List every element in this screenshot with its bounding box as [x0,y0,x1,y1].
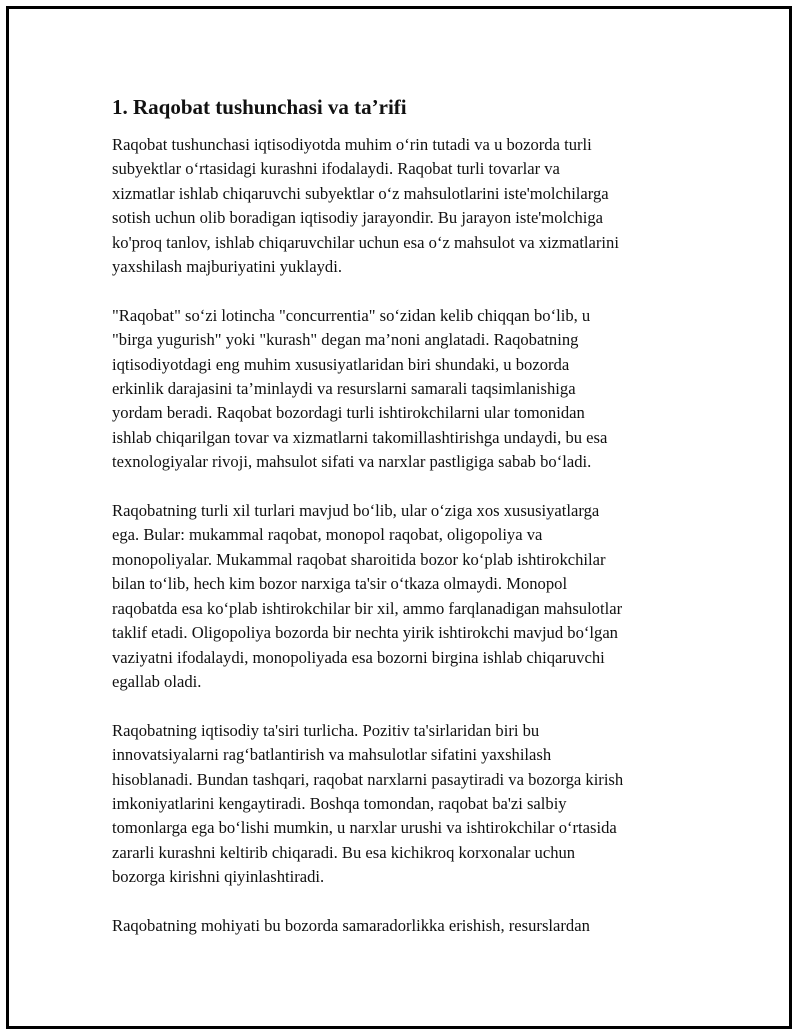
text-line: bilan to‘lib, hech kim bozor narxiga ta'sir o‘tkaza olmaydi. Monopol [112,574,568,594]
text-line: taklif etadi. Oligopoliya bozorda bir nechta yirik ishtirokchi mavjud bo‘lgan [112,623,618,643]
paragraph-1 [112,133,682,279]
text-line: Raqobatning turli xil turlari mavjud bo‘lib, ular o‘ziga xos xususiyatlarga [112,501,600,521]
text-line: vaziyatni ifodalaydi, monopoliyada esa bozorni birgina ishlab chiqaruvchi [112,647,605,667]
text-line: egallab oladi. [112,671,202,691]
text-line: ega. Bular: mukammal raqobat, monopol raqobat, oligopoliya va [112,525,543,545]
text-line: monopoliyalar. Mukammal raqobat sharoitida bozor ko‘plab ishtirokchilar [112,549,606,569]
text-line: zararli kurashni keltirib chiqaradi. Bu esa kichikroq korxonalar uchun [112,842,576,862]
text-line: Raqobatning mohiyati bu bozorda samaradorlikka erishish, resurslardan [112,915,590,935]
text-line: iqtisodiyotdagi eng muhim xususiyatlaridan biri shundaki, u bozorda [112,354,570,374]
text-line: raqobatda esa ko‘plab ishtirokchilar bir xil, ammo farqlanadigan mahsulotlar [112,598,623,618]
paragraph-3 [112,499,682,694]
text-line: ko'proq tanlov, ishlab chiqaruvchilar uchun esa o‘z mahsulot va xizmatlarini [112,232,619,252]
text-line: tomonlarga ega bo‘lishi mumkin, u narxlar urushi va ishtirokchilar o‘rtasida [112,818,617,838]
text-line: bozorga kirishni qiyinlashtiradi. [112,867,325,887]
text-line: hisoblanadi. Bundan tashqari, raqobat narxlarni pasaytiradi va bozorga kirish [112,769,624,789]
text-line: erkinlik darajasini ta’minlaydi va resurslarni samarali taqsimlanishiga [112,379,576,399]
text-line: "Raqobat" so‘zi lotincha "concurrentia" so‘zidan kelib chiqqan bo‘lib, u [112,305,591,325]
text-line: xizmatlar ishlab chiqaruvchi subyektlar o‘z mahsulotlarini iste'molchilarga [112,183,609,203]
text-line: sotish uchun olib boradigan iqtisodiy jarayondir. Bu jarayon iste'molchiga [112,208,604,228]
document-body [112,93,682,963]
text-line: innovatsiyalarni rag‘batlantirish va mahsulotlar sifatini yaxshilash [112,745,552,765]
paragraph-2 [112,304,682,475]
paragraph-4 [112,719,682,890]
text-line: yaxshilash majburiyatini yuklaydi. [112,257,342,277]
text-line: Raqobat tushunchasi iqtisodiyotda muhim o‘rin tutadi va u bozorda turli [112,135,592,154]
text-line: "birga yugurish" yoki "kurash" degan ma’noni anglatadi. Raqobatning [112,330,579,350]
text-line: subyektlar o‘rtasidagi kurashni ifodalaydi. Raqobat turli tovarlar va [112,159,560,179]
text-line: texnologiyalar rivoji, mahsulot sifati va narxlar pastligiga sabab bo‘ladi. [112,452,592,472]
section-heading: 1. Raqobat tushunchasi va ta’rifi [112,95,407,119]
text-line: imkoniyatlarini kengaytiradi. Boshqa tomondan, raqobat ba'zi salbiy [112,793,567,813]
text-line: Raqobatning iqtisodiy ta'siri turlicha. Pozitiv ta'sirlaridan biri bu [112,720,540,740]
text-line: ishlab chiqarilgan tovar va xizmatlarni takomillashtirishga undaydi, bu esa [112,427,608,447]
paragraph-5 [112,914,682,938]
text-line: yordam beradi. Raqobat bozordagi turli ishtirokchilarni ular tomonidan [112,403,585,423]
